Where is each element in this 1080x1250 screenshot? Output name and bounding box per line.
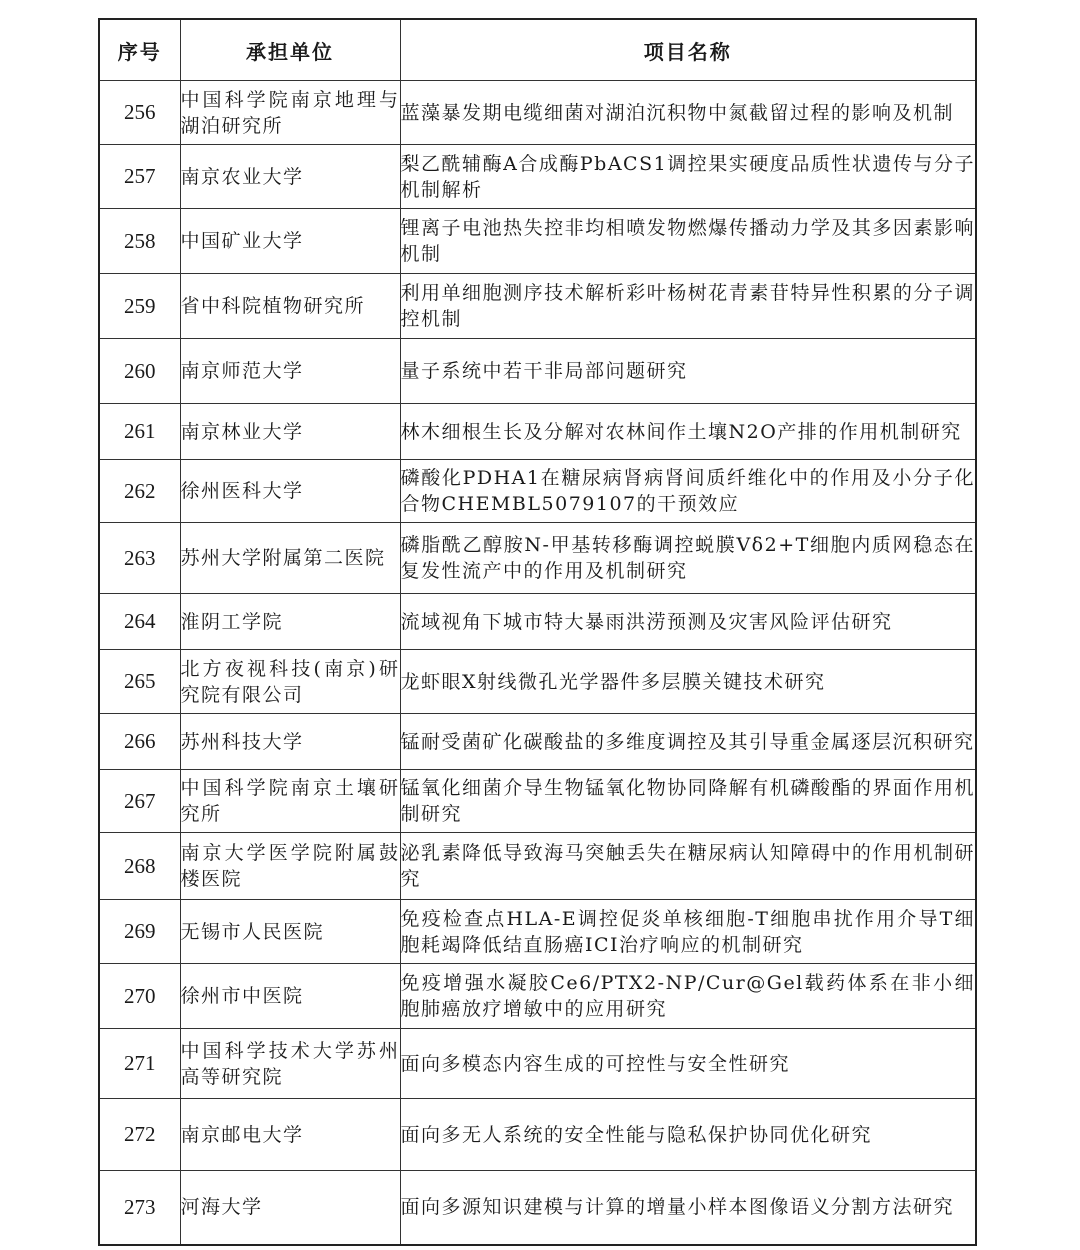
header-organization: 承担单位 — [180, 19, 400, 81]
project-name-cell: 林木细根生长及分解对农林间作土壤N2O产排的作用机制研究 — [400, 404, 976, 460]
project-table — [98, 18, 977, 1246]
table-row — [99, 833, 976, 900]
serial-number-cell: 273 — [99, 1171, 180, 1245]
serial-number-cell: 257 — [99, 145, 180, 209]
table-row — [99, 274, 976, 339]
organization-cell: 河海大学 — [180, 1171, 400, 1245]
table-row — [99, 964, 976, 1029]
table-row — [99, 594, 976, 650]
project-name-cell: 锰氧化细菌介导生物锰氧化物协同降解有机磷酸酯的界面作用机制研究 — [400, 770, 976, 833]
table-row — [99, 900, 976, 964]
serial-number-cell: 270 — [99, 964, 180, 1029]
organization-cell: 南京大学医学院附属鼓楼医院 — [180, 833, 400, 900]
table-row — [99, 1029, 976, 1099]
table-row — [99, 460, 976, 523]
table-row — [99, 209, 976, 274]
organization-cell: 中国矿业大学 — [180, 209, 400, 274]
serial-number-cell: 271 — [99, 1029, 180, 1099]
organization-cell: 苏州科技大学 — [180, 714, 400, 770]
project-name-cell: 利用单细胞测序技术解析彩叶杨树花青素苷特异性积累的分子调控机制 — [400, 274, 976, 339]
organization-cell: 南京师范大学 — [180, 339, 400, 404]
organization-cell: 无锡市人民医院 — [180, 900, 400, 964]
project-name-cell: 泌乳素降低导致海马突触丢失在糖尿病认知障碍中的作用机制研究 — [400, 833, 976, 900]
table-body — [99, 81, 976, 1245]
table-row — [99, 770, 976, 833]
table-header-row — [99, 19, 976, 81]
organization-cell: 省中科院植物研究所 — [180, 274, 400, 339]
table-row — [99, 81, 976, 145]
serial-number-cell: 263 — [99, 523, 180, 594]
organization-cell: 南京林业大学 — [180, 404, 400, 460]
organization-cell: 南京农业大学 — [180, 145, 400, 209]
project-name-cell: 免疫检查点HLA-E调控促炎单核细胞-T细胞串扰作用介导T细胞耗竭降低结直肠癌ICI治疗响应的机制研究 — [400, 900, 976, 964]
header-project-name: 项目名称 — [400, 19, 976, 81]
serial-number-cell: 256 — [99, 81, 180, 145]
table-row — [99, 1099, 976, 1171]
table-row — [99, 145, 976, 209]
serial-number-cell: 268 — [99, 833, 180, 900]
project-name-cell: 锰耐受菌矿化碳酸盐的多维度调控及其引导重金属逐层沉积研究 — [400, 714, 976, 770]
project-name-cell: 面向多模态内容生成的可控性与安全性研究 — [400, 1029, 976, 1099]
organization-cell: 中国科学院南京地理与湖泊研究所 — [180, 81, 400, 145]
serial-number-cell: 259 — [99, 274, 180, 339]
project-name-cell: 磷酸化PDHA1在糖尿病肾病肾间质纤维化中的作用及小分子化合物CHEMBL5079107的干预效应 — [400, 460, 976, 523]
organization-cell: 中国科学院南京土壤研究所 — [180, 770, 400, 833]
table-row — [99, 1171, 976, 1245]
table-row — [99, 523, 976, 594]
project-name-cell: 蓝藻暴发期电缆细菌对湖泊沉积物中氮截留过程的影响及机制 — [400, 81, 976, 145]
serial-number-cell: 265 — [99, 650, 180, 714]
project-name-cell: 磷脂酰乙醇胺N-甲基转移酶调控蜕膜Vδ2+T细胞内质网稳态在复发性流产中的作用及机制研究 — [400, 523, 976, 594]
organization-cell: 苏州大学附属第二医院 — [180, 523, 400, 594]
serial-number-cell: 261 — [99, 404, 180, 460]
header-serial-number: 序号 — [99, 19, 180, 81]
serial-number-cell: 262 — [99, 460, 180, 523]
table-row — [99, 650, 976, 714]
organization-cell: 南京邮电大学 — [180, 1099, 400, 1171]
project-name-cell: 流域视角下城市特大暴雨洪涝预测及灾害风险评估研究 — [400, 594, 976, 650]
table-row — [99, 714, 976, 770]
table-row — [99, 339, 976, 404]
project-name-cell: 龙虾眼X射线微孔光学器件多层膜关键技术研究 — [400, 650, 976, 714]
project-name-cell: 量子系统中若干非局部问题研究 — [400, 339, 976, 404]
table-row — [99, 404, 976, 460]
serial-number-cell: 272 — [99, 1099, 180, 1171]
organization-cell: 徐州市中医院 — [180, 964, 400, 1029]
serial-number-cell: 269 — [99, 900, 180, 964]
serial-number-cell: 260 — [99, 339, 180, 404]
project-name-cell: 面向多源知识建模与计算的增量小样本图像语义分割方法研究 — [400, 1171, 976, 1245]
organization-cell: 北方夜视科技(南京)研究院有限公司 — [180, 650, 400, 714]
serial-number-cell: 267 — [99, 770, 180, 833]
project-name-cell: 面向多无人系统的安全性能与隐私保护协同优化研究 — [400, 1099, 976, 1171]
serial-number-cell: 266 — [99, 714, 180, 770]
project-name-cell: 免疫增强水凝胶Ce6/PTX2-NP/Cur@Gel载药体系在非小细胞肺癌放疗增敏中的应用研究 — [400, 964, 976, 1029]
project-name-cell: 锂离子电池热失控非均相喷发物燃爆传播动力学及其多因素影响机制 — [400, 209, 976, 274]
organization-cell: 徐州医科大学 — [180, 460, 400, 523]
organization-cell: 中国科学技术大学苏州高等研究院 — [180, 1029, 400, 1099]
project-name-cell: 梨乙酰辅酶A合成酶PbACS1调控果实硬度品质性状遗传与分子机制解析 — [400, 145, 976, 209]
serial-number-cell: 258 — [99, 209, 180, 274]
organization-cell: 淮阴工学院 — [180, 594, 400, 650]
serial-number-cell: 264 — [99, 594, 180, 650]
